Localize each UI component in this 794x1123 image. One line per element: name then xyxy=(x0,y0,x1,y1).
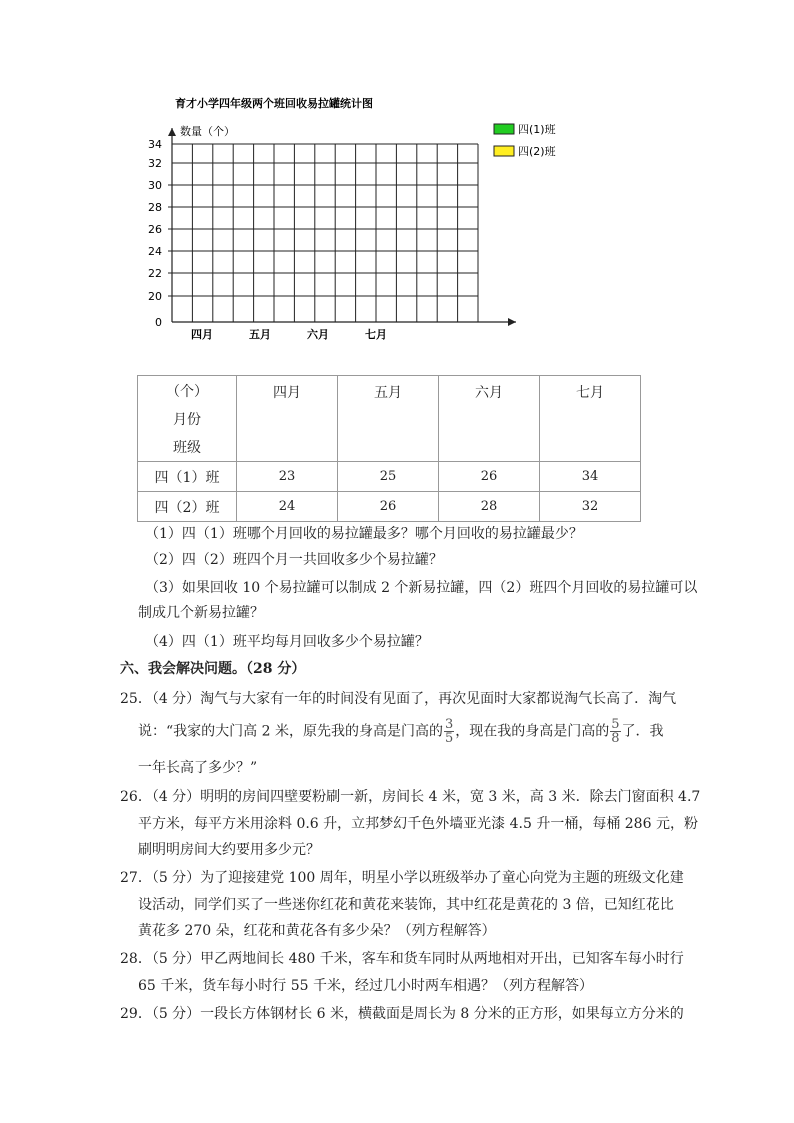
x-tick-label: 四月 xyxy=(191,328,213,341)
y-tick-label: 28 xyxy=(148,201,162,214)
table-cell: 24 xyxy=(237,492,338,522)
corner-class: 班级 xyxy=(173,439,201,456)
x-tick-label: 五月 xyxy=(249,328,271,341)
table-corner-header xyxy=(138,376,237,462)
y-tick-label: 24 xyxy=(148,245,162,258)
y-axis-label: 数量（个） xyxy=(180,125,235,138)
table-cell: 26 xyxy=(439,462,540,492)
section-title: 六、我会解决问题。（28 分） xyxy=(120,661,306,677)
problem-25-text-c: 了．我 xyxy=(621,723,664,740)
table-cell: 23 xyxy=(237,462,338,492)
fraction-five-eighths: $\frac{5}{8}$ xyxy=(611,717,620,746)
problem-27-line1: 27．（5 分）为了迎接建党 100 周年，明星小学以班级举办了童心向党为主题的班级文化建 xyxy=(120,870,684,886)
y-tick-label: 32 xyxy=(148,157,162,170)
legend-swatch xyxy=(494,124,514,134)
table-cell: 32 xyxy=(540,492,641,522)
y-tick-labels xyxy=(148,138,162,329)
row-label: 四（1）班 xyxy=(138,462,237,492)
problem-29-line1: 29．（5 分）一段长方体钢材长 6 米，横截面是周长为 8 分米的正方形，如果每立方分米的 xyxy=(120,1006,684,1022)
chart-legend xyxy=(494,122,556,158)
month-header: 六月 xyxy=(439,376,540,462)
x-tick-labels xyxy=(191,327,387,341)
table-cell: 25 xyxy=(338,462,439,492)
problem-25-line2 xyxy=(138,718,664,745)
x-axis-arrow xyxy=(508,318,516,326)
question-4: （4）四（1）班平均每月回收多少个易拉罐？ xyxy=(145,634,429,650)
question-3-cont: 制成几个新易拉罐？ xyxy=(138,605,264,621)
table-cell: 26 xyxy=(338,492,439,522)
problem-25-line3: 一年长高了多少？” xyxy=(138,760,258,776)
table-row xyxy=(138,462,641,492)
problem-27-line3: 黄花多 270 朵，红花和黄花各有多少朵？（列方程解答） xyxy=(138,923,496,939)
chart-title: 育才小学四年级两个班回收易拉罐统计图 xyxy=(175,97,373,110)
problem-28-line2: 65 千米，货车每小时行 55 千米，经过几小时两车相遇？（列方程解答） xyxy=(138,978,593,994)
problem-27-line2: 设活动，同学们买了一些迷你红花和黄花来装饰，其中红花是黄花的 3 倍，已知红花比 xyxy=(138,897,674,913)
month-header: 七月 xyxy=(540,376,641,462)
problem-25-line1: 25．（4 分）淘气与大家有一年的时间没有见面了，再次见面时大家都说淘气长高了．淘气 xyxy=(120,691,677,707)
x-tick-label: 六月 xyxy=(307,328,329,341)
y-tick-label: 26 xyxy=(148,223,162,236)
y-tick-label: 20 xyxy=(148,290,162,303)
y-axis-arrow xyxy=(168,128,176,136)
question-3: （3）如果回收 10 个易拉罐可以制成 2 个新易拉罐，四（2）班四个月回收的易拉罐可以 xyxy=(145,580,698,596)
y-tick-label: 22 xyxy=(148,267,162,280)
problem-26-line3: 刷明明房间大约要用多少元？ xyxy=(138,842,320,858)
y-tick-label: 0 xyxy=(155,316,162,329)
problem-28-line1: 28．（5 分）甲乙两地间长 480 千米，客车和货车同时从两地相对开出，已知客车每小时行 xyxy=(120,951,684,967)
problem-26-line1: 26．（4 分）明明的房间四壁要粉刷一新，房间长 4 米，宽 3 米，高 3 米．除去门窗面积 4.7 xyxy=(120,789,701,805)
problem-26-line2: 平方米，每平方米用涂料 0.6 升，立邦梦幻千色外墙亚光漆 4.5 升一桶，每桶 286 元，粉 xyxy=(138,816,698,832)
legend-swatch xyxy=(494,146,514,156)
y-tick-label: 34 xyxy=(148,138,162,151)
recycling-bar-chart xyxy=(138,90,568,350)
month-header: 五月 xyxy=(338,376,439,462)
table-cell: 34 xyxy=(540,462,641,492)
question-1: （1）四（1）班哪个月回收的易拉罐最多？哪个月回收的易拉罐最少？ xyxy=(145,526,583,542)
x-tick-label: 七月 xyxy=(365,328,387,341)
recycling-data-table xyxy=(137,375,641,522)
y-tick-label: 30 xyxy=(148,179,162,192)
corner-month: 月份 xyxy=(173,411,201,428)
problem-25-text-a: 说：“我家的大门高 2 米，原先我的身高是门高的 xyxy=(138,723,443,740)
table-cell: 28 xyxy=(439,492,540,522)
corner-unit: （个） xyxy=(166,383,208,400)
chart-grid xyxy=(172,144,478,322)
problem-25-text-b: ，现在我的身高是门高的 xyxy=(455,723,610,740)
legend-label: 四(2)班 xyxy=(518,145,556,158)
table-row xyxy=(138,492,641,522)
month-header: 四月 xyxy=(237,376,338,462)
row-label: 四（2）班 xyxy=(138,492,237,522)
fraction-three-fifths: $\frac{3}{5}$ xyxy=(444,717,454,746)
legend-label: 四(1)班 xyxy=(518,123,556,136)
question-2: （2）四（2）班四个月一共回收多少个易拉罐？ xyxy=(145,552,443,568)
